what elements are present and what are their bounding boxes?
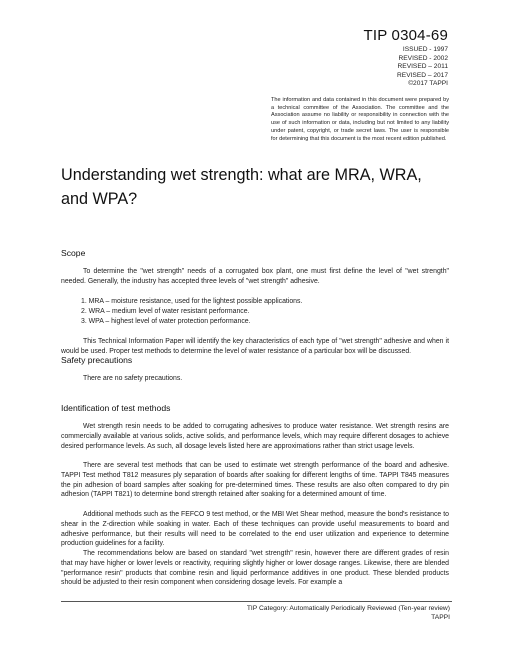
document-title: Understanding wet strength: what are MRA, WRA, and WPA? [61, 166, 422, 208]
wet-strength-levels-list [81, 297, 302, 326]
footer [247, 604, 450, 622]
disclaimer: The information and data contained in this document were prepared by a technical committee of the Association. The committee and the Association assume no liability or responsibility in connection with the use of such information or data, including but not limited to any liability under patent, copyright, or trade secret laws. The user is responsible for determining that this document is the most recent edition published. [271, 97, 449, 142]
test-methods-paragraph: Wet strength resin needs to be added to corrugating adhesives to produce water resistance. Wet strength resins are commercially available at various solids, active solids, and performance levels, which may require different dosages to achieve desired performance levels. As such, all dosage levels listed here are approximations rather than strict usage levels. [61, 423, 449, 450]
revision-history [397, 46, 448, 89]
scope-heading: Scope [61, 248, 86, 258]
safety-text: There are no safety precautions. [83, 375, 183, 382]
test-methods-paragraph: Additional methods such as the FEFCO 9 test method, or the MBI Wet Shear method, measure the bond's resistance to shear in the Z-direction while soaking in water. Each of these techniques can provide useful measurements to board and adhesive performance, but their results will need to be correlated to the end user utilization and experience to determine production guidelines for a facility. [61, 511, 449, 548]
footer-category: TIP Category: Automatically Periodically Reviewed (Ten-year review) [246, 605, 450, 612]
revision-line: REVISED – 2017 [397, 71, 448, 79]
footer-divider [61, 601, 452, 602]
scope-intro: To determine the "wet strength" needs of a corrugated box plant, one must first define the level of "wet strength" needed. Generally, the industry has accepted three levels of "wet strength" adhesive. [61, 268, 449, 285]
footer-org: TAPPI [431, 614, 450, 621]
scope-closing: This Technical Information Paper will identify the key characteristics of each type of "wet strength" adhesive and when it would be used. Proper test methods to determine the level of water resistance of a particular box will be discussed. [61, 338, 449, 355]
safety-heading: Safety precautions [61, 355, 133, 365]
test-methods-paragraph: There are several test methods that can be used to estimate wet strength performance of the board and adhesive. TAPPI Test method T812 measures ply separation of boards after soaking for different lengths of time. TAPPI T845 measures the pin adhesion of board samples after soaking for pre-determined times. These results are also often compared to dry pin adhesion (TAPPI T821) to determine bond strength retained after soaking for a determined amount of time. [61, 462, 449, 499]
revision-line: ISSUED - 1997 [402, 46, 448, 53]
list-item: 3. WPA – highest level of water protection performance. [81, 317, 251, 325]
copyright-line: ©2017 TAPPI [408, 80, 448, 88]
tip-number: TIP 0304-69 [363, 27, 448, 44]
list-item: 2. WRA – medium level of water resistant performance. [81, 307, 250, 315]
test-methods-heading: Identification of test methods [61, 403, 171, 413]
revision-line: REVISED – 2011 [397, 63, 448, 71]
list-item: 1. MRA – moisture resistance, used for the lightest possible applications. [81, 298, 303, 305]
test-methods-paragraph: The recommendations below are based on standard "wet strength" resin, however there are different grades of resin that may have higher or lower levels or reactivity, requiring slightly higher or lower dosage ranges. Likewise, there are blended "performance resin" products that combine resin and liquid performance additives in one product. These blended products should be adjusted to their resin component when considering dosage levels. For example a [61, 550, 449, 587]
revision-line: REVISED - 2002 [398, 54, 448, 62]
